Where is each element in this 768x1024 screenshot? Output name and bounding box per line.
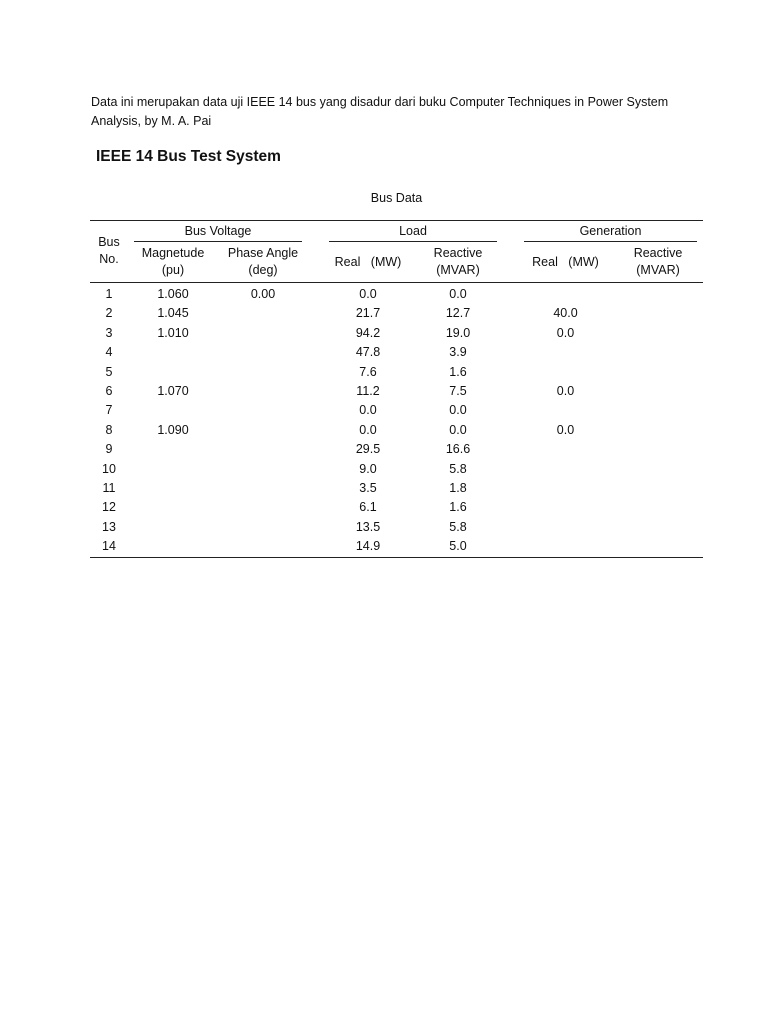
intro-line-2: Analysis, by M. A. Pai [91,114,212,128]
cell-phase-angle: 0.00 [218,283,308,305]
cell-phase-angle [218,460,308,479]
table-row [90,283,703,305]
cell-spacer [308,421,323,440]
cell-gen-reactive [613,382,703,401]
cell-gen-reactive [613,401,703,420]
table-caption: Bus Data [370,191,423,205]
cell-magnitude [128,479,218,498]
header-bus-no-text: Bus No. [98,234,120,266]
header-bus-no [90,221,128,283]
cell-load-real: 0.0 [359,422,377,437]
header-spacer [503,242,518,283]
cell-load-reactive: 7.5 [449,384,467,399]
table-row [90,304,703,323]
cell-gen-real: 0.0 [556,384,575,399]
cell-load-real: 7.6 [359,364,377,379]
cell-phase-angle [218,343,308,362]
cell-load-reactive: 0.0 [413,283,503,305]
cell-load-reactive: 1.6 [449,500,467,515]
cell-spacer [503,421,518,440]
cell-load-real: 13.5 [355,519,381,534]
cell-load-reactive: 19.0 [445,325,471,340]
cell-spacer [308,518,323,537]
cell-load-real: 14.9 [323,537,413,557]
cell-load-real: 29.5 [355,442,381,457]
header-load-real [323,242,413,283]
page-title: IEEE 14 Bus Test System [96,148,281,165]
cell-bus-no: 2 [105,306,113,321]
cell-phase-angle [218,382,308,401]
header-row-columns [90,242,703,283]
cell-gen-real [518,460,613,479]
table-row [90,363,703,382]
cell-phase-angle [218,440,308,459]
cell-bus-no: 6 [105,384,113,399]
header-gen-reactive [613,242,703,283]
cell-bus-no: 12 [102,500,116,515]
cell-gen-reactive [613,343,703,362]
header-spacer [308,242,323,283]
header-spacer [503,221,518,243]
cell-gen-reactive [613,537,703,557]
cell-gen-reactive [613,324,703,343]
cell-bus-no: 8 [105,422,113,437]
cell-spacer [308,382,323,401]
cell-spacer [308,304,323,323]
cell-gen-reactive [613,440,703,459]
cell-spacer [503,363,518,382]
header-group-load: Load [323,221,503,243]
cell-bus-no: 13 [102,519,116,534]
cell-spacer [308,479,323,498]
cell-magnitude [128,498,218,517]
cell-spacer [503,382,518,401]
cell-gen-reactive [613,304,703,323]
cell-magnitude [128,401,218,420]
cell-gen-real [518,343,613,362]
cell-spacer [503,537,518,557]
cell-gen-real [518,518,613,537]
cell-bus-no: 7 [105,403,113,418]
cell-gen-reactive [613,460,703,479]
cell-gen-real: 0.0 [556,325,575,340]
header-load-reactive [413,242,503,283]
cell-spacer [503,283,518,305]
cell-gen-real [518,479,613,498]
cell-magnitude [128,518,218,537]
cell-load-reactive: 5.8 [449,519,467,534]
intro-line-1: Data ini merupakan data uji IEEE 14 bus yang disadur dari buku Computer Techniques in Power System [91,95,669,109]
cell-load-real: 21.7 [355,306,381,321]
cell-gen-real: 0.0 [556,422,575,437]
cell-bus-no: 5 [105,364,113,379]
header-load-real-text: Real (MW) [334,254,402,269]
cell-spacer [308,324,323,343]
cell-load-real: 0.0 [359,403,377,418]
cell-load-real: 3.5 [359,481,377,496]
cell-magnitude: 1.090 [157,422,189,437]
table-row [90,460,703,479]
cell-load-real: 9.0 [359,461,377,476]
header-magnitude-text: Magnetude (pu) [141,246,205,277]
cell-magnitude: 1.045 [157,306,189,321]
table-row [90,382,703,401]
header-magnitude [128,242,218,283]
cell-gen-reactive [613,283,703,305]
cell-gen-real [518,498,613,517]
cell-load-reactive: 16.6 [445,442,471,457]
cell-load-real: 0.0 [323,283,413,305]
table-row [90,479,703,498]
header-group-generation: Generation [518,221,703,243]
header-phase-angle-text: Phase Angle (deg) [227,246,299,277]
cell-phase-angle [218,421,308,440]
cell-bus-no: 3 [105,325,113,340]
cell-bus-no: 4 [105,345,113,360]
cell-gen-real [518,537,613,557]
cell-phase-angle [218,304,308,323]
cell-spacer [503,440,518,459]
cell-spacer [503,401,518,420]
cell-spacer [503,479,518,498]
cell-bus-no: 11 [102,481,116,496]
header-spacer [308,221,323,243]
table-row [90,537,703,557]
cell-load-reactive: 5.8 [449,461,467,476]
header-row-groups [90,221,703,243]
cell-phase-angle [218,324,308,343]
intro-paragraph [91,93,691,131]
cell-gen-reactive [613,363,703,382]
cell-gen-reactive [613,479,703,498]
cell-load-real: 6.1 [359,500,377,515]
bus-data-table [90,220,703,558]
cell-phase-angle [218,498,308,517]
cell-phase-angle [218,479,308,498]
cell-load-reactive: 1.8 [449,481,467,496]
table-row [90,324,703,343]
cell-magnitude: 1.010 [157,325,189,340]
cell-load-reactive: 3.9 [449,345,467,360]
cell-bus-no: 10 [102,461,116,476]
cell-magnitude [128,537,218,557]
cell-gen-reactive [613,421,703,440]
cell-bus-no: 9 [105,442,113,457]
cell-load-reactive: 1.6 [449,364,467,379]
header-phase-angle [218,242,308,283]
table-row [90,401,703,420]
cell-spacer [308,343,323,362]
cell-magnitude [128,460,218,479]
table-row [90,518,703,537]
cell-load-real: 94.2 [355,325,381,340]
header-gen-real [518,242,613,283]
cell-phase-angle [218,363,308,382]
cell-magnitude [128,363,218,382]
cell-spacer [503,324,518,343]
cell-spacer [503,498,518,517]
cell-phase-angle [218,518,308,537]
cell-load-reactive: 12.7 [445,306,471,321]
header-gen-reactive-text: Reactive (MVAR) [633,246,683,277]
cell-magnitude [128,343,218,362]
cell-spacer [503,304,518,323]
cell-spacer [308,283,323,305]
cell-gen-real [518,401,613,420]
cell-spacer [308,401,323,420]
cell-phase-angle [218,401,308,420]
cell-load-real: 47.8 [355,345,381,360]
cell-spacer [308,363,323,382]
cell-magnitude [128,440,218,459]
cell-spacer [308,460,323,479]
header-gen-real-text: Real (MW) [532,254,599,269]
cell-gen-real [518,363,613,382]
cell-bus-no: 1 [90,283,128,305]
cell-spacer [308,537,323,557]
cell-spacer [503,460,518,479]
cell-bus-no: 14 [90,537,128,557]
table-row [90,440,703,459]
cell-phase-angle [218,537,308,557]
cell-load-real: 11.2 [356,384,380,399]
table-row [90,343,703,362]
cell-gen-reactive [613,498,703,517]
table-row [90,498,703,517]
cell-spacer [308,498,323,517]
cell-magnitude: 1.070 [157,384,189,399]
cell-gen-real: 40.0 [553,306,578,321]
cell-spacer [308,440,323,459]
table-body [90,283,703,558]
cell-load-reactive: 0.0 [449,403,467,418]
cell-load-reactive: 5.0 [413,537,503,557]
cell-gen-reactive [613,518,703,537]
cell-spacer [503,518,518,537]
table-row [90,421,703,440]
cell-gen-real [518,283,613,305]
cell-magnitude: 1.060 [128,283,218,305]
header-group-bus-voltage: Bus Voltage [128,221,308,243]
header-load-reactive-text: Reactive (MVAR) [433,246,483,277]
cell-gen-real [518,440,613,459]
cell-load-reactive: 0.0 [449,422,467,437]
cell-spacer [503,343,518,362]
